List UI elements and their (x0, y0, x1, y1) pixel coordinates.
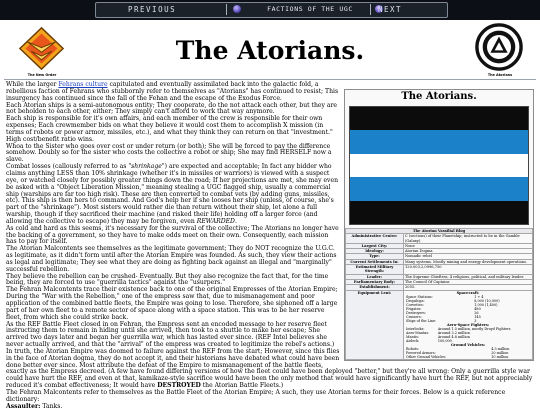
equip-value: 3 (474, 318, 477, 323)
equip-value: Around 1.5 million, mostly Droyd Fighters (437, 327, 511, 332)
header-divider (4, 79, 536, 80)
top-nav-bar (0, 0, 540, 20)
equip-key: Aero-Mantas: (406, 331, 430, 336)
nav-divider (226, 4, 227, 15)
infobox-key: Type: (346, 254, 404, 259)
equip-value: Around 3.2 million (437, 331, 470, 336)
text: the Atorian Battle Fleets.) (200, 382, 284, 390)
text: Combat losses (callously referred to as " (6, 163, 132, 171)
equipment-cell (404, 290, 533, 360)
equip-key: Powered Armors: (406, 351, 436, 356)
equip-value: 1 + 4 (474, 294, 484, 299)
flag-stripe (350, 201, 528, 224)
equip-key: Ships of the Line: (406, 318, 437, 323)
equip-key: Cruisers: (406, 314, 422, 319)
atorian-flag (349, 106, 529, 225)
equip-key: Interlocks: (406, 327, 425, 332)
page-title: The Atorians. (175, 36, 365, 65)
flag-stripe (350, 107, 528, 130)
equip-value: 145 (474, 314, 481, 319)
infobox-row (346, 234, 533, 244)
text: REWARDED (196, 217, 235, 225)
atorians-emblem-icon (475, 23, 523, 71)
paragraph: Each ship is responsible for it's own affairs, and each member of the crew is responsible for their own expenses; Each crewmember bids on what they believe it would cost them to accomplish X mission (in terms of robots or power armor, missiles, etc.), and what they think they can return on that "investment." High cost/benefit ratio wins. (6, 115, 333, 143)
text: In truth, the Atorian Empire was doomed to failure against the REF from the start; However, since this flies in the face of Atorian dogma, they do not accept it, and their historians have debated what could have been done better ever since. Most attribute the defeat of the Empire to mismanagement of the battle fleets, exactly as the Empress decreed. (A few have found differing versions of how the fleet could have been deployed "better," but they're all wrong: Only a guerrilla style war could have hurt the REF, and even at that, kamikaze-style sacrifice would have been the only method that would have significantly have hurt the REF, but not appreciably reduced it's combat effectiveness; It would have (6, 347, 533, 390)
emblem-left-icon (233, 5, 241, 13)
aero-heading: Aero-Space Fighters: (446, 322, 490, 327)
left-logo-caption: The New Order (27, 73, 57, 77)
text: shrinkage (131, 163, 162, 171)
text: ") are expected and acceptable; In fact any bidder who claims anything LESS than 10% shrinkage (whether it's in missiles or warriors) is viewed with a suspect eye, or watched closely for possibly greater things down the road; If her projections are met, she may even be asked with a "Object Liberation Mission," meaning stealing a UGC flagged ship, usually a commercial ship (warships are far too high risk). These are then converted to combat vets (by adding guns, missiles, etc). This ship is then hers to command. And God's help her if she looses her ship (unless, of course, she's part of the "shrinkage"). Most sisters would rather die than return without their ship, let alone a full warship, though if they sacrificed their machine (and risked their life) holding off a larger force (and allowing the collective to escape) they may be forgiven, even (6, 163, 339, 225)
infobox-value: The Supreme Chieftess, 4 religious, political, and military leader. (404, 274, 533, 279)
infobox (344, 89, 534, 361)
equip-value: Around 4.8 million (437, 335, 470, 340)
paragraph: As the REF Battle Fleet closed in on Fehran, the Empress sent an encoded message to her reserve fleet instructing them to remain in hiding until she arrived, then took to a shuttle to make her escape; She arrived two days later and began her guerrilla war, which has lasted ever since. (REF Intel believes she never actually arrived, and that the "arrival" of the empress was created to legitimize the rebel's actions.) (6, 320, 335, 349)
paragraph (6, 404, 534, 411)
infobox-row (346, 259, 533, 264)
paragraph: The Fehran Malcontents refer to themselves as the Battle Fleet of the Atorian Empire; A such, they use Atorian terms for their forces. Below is a quick reference dictionary: (6, 388, 506, 403)
infobox-key: Parliamentary Body: (346, 279, 404, 284)
spacecraft-table (405, 295, 531, 323)
infobox-key: Establishment: (346, 285, 404, 290)
equip-key: Corvettes: (406, 302, 424, 307)
flag-stripe (350, 154, 528, 177)
previous-button[interactable]: PREVIOUS (128, 5, 177, 14)
spacecraft-heading: Spacecraft: (456, 290, 480, 295)
infobox-title: The Atorians. (401, 91, 477, 102)
infobox-value: Nomadic rebel (404, 254, 533, 259)
infobox-key: Current Settlements In: (346, 259, 404, 264)
infobox-key: Equipment Lent: (346, 290, 404, 360)
equip-value: 20 million (491, 351, 509, 356)
paragraph: Whoa to the Sister who goes over cost or under return (or both); She will be forced to pay the difference somehow. Doubly so for the sister who costs the collective a robot or ship; She may find HERSELF now a slave. (6, 142, 332, 164)
text: Tanks. (40, 402, 63, 410)
infobox-table (345, 228, 533, 360)
flag-stripe (350, 130, 528, 153)
new-order-logo-icon (18, 25, 65, 72)
infobox-value: C (sections) of their Planetship; instructed to be in the Gamble (Galaxy). (404, 234, 533, 244)
infobox-header: The Atorian Vassilial Blog (346, 229, 533, 234)
infobox-value: Atorian Dogma (404, 249, 533, 254)
paragraph: The Fehran Malcontents trace their existence back to one of the original Empresses of the Atorian Empire; During the "War with the Rebellion," one of the empress saw that, due to mismanagement and poor application of the combined battle fleets, the Empire was going to lose. Therefore, she siphoned off a large part of her own fleet to a remote sector of space along with a space station. This was to be her reserve fleet, from which she could strike back. (6, 286, 338, 321)
article-body (6, 81, 534, 410)
infobox-row (346, 290, 533, 360)
infobox-value: 120,003,2,0996,750 (404, 265, 533, 275)
equip-value: 26 (474, 310, 479, 315)
infobox-value: 2055. (404, 285, 533, 290)
right-logo-caption: The Atorians (487, 73, 513, 77)
equip-key: Robots: (406, 347, 420, 352)
paragraph: Each Atorian ships is a semi-autonomous entity; They cooperate, do the not attack each other, but they are not beholden to each other, either; They simply can't afford to work that way anymore. (6, 101, 338, 116)
equip-value: 100,000 (437, 339, 452, 344)
nav-divider (370, 4, 371, 15)
text: DESTROYED (157, 382, 201, 390)
flag-stripe (350, 177, 528, 200)
infobox-value: The Council Of Captains (404, 279, 533, 284)
paragraph: They believe the rebellion can be crushed- Eventually. But they also recognize the fact that, for the time being, they are forced to use "guerrilla tactics" against the "usurpers." (6, 272, 329, 287)
paragraph: As cold and hard as this seems, it's necessary for the survival of the collective; The Atorians no longer have the backing of a government, so they have to make odds meet on their own. Consequently, each mission has to pay for itself. (6, 224, 339, 246)
equip-key: Mantis: (406, 335, 420, 340)
text: . (234, 217, 237, 225)
infobox-key: Largest City: (346, 243, 404, 248)
equip-key: Airleck: (406, 339, 420, 344)
nav-title: FACTIONS OF THE UGC (267, 5, 353, 13)
fehrans-culture-link[interactable]: Fehrans culture (58, 81, 108, 88)
equip-value: 10 million (491, 355, 509, 360)
infobox-key: Leader: (346, 274, 404, 279)
equip-value: 1,000 (1,400) (474, 302, 498, 307)
next-button[interactable]: NEXT (378, 5, 403, 14)
infobox-value: Many systems. Mostly mining and energy development operations. (404, 259, 533, 264)
equip-key: Destroyers: (406, 310, 426, 315)
ground-table (405, 347, 531, 359)
infobox-key: Estimated Military Strength: (346, 265, 404, 275)
equip-key: Frigates: (406, 306, 422, 311)
infobox-key: Administrative Center: (346, 234, 404, 244)
infobox-row (346, 265, 533, 275)
equip-value: 4.5 million (491, 347, 510, 352)
equip-value: 480 (474, 306, 481, 311)
equip-value: 8,000 (10,000) (474, 298, 500, 303)
ground-heading: Ground Vehicles: (450, 343, 486, 348)
text: capitulated and eventually assimilated back into the galactic fold, a rebellious faction of Fehrans who stubbornly refer to themselves as "Atorians" has continued to resist; This insurgency has continued since the fall of the Fehan and the escape of the Exodus Force. (6, 81, 339, 102)
equip-key: Space Stations: (406, 294, 433, 299)
infobox-row (346, 274, 533, 279)
paragraph: The Atorian Malcontents see themselves as the legitimate government; They do NOT recognize the U.G.C. as legitimate, as it didn't form until after the Atorian Empire was founded. As such, they view their actions as legal and legitimate; They see what they are doing as fighting back against an illegal and "marginally" successful rebellion. (6, 245, 337, 273)
aero-table (405, 327, 531, 343)
equip-key: Dropships: (406, 298, 425, 303)
infobox-value: None (404, 243, 533, 248)
text: While the larger (6, 81, 59, 88)
equip-key: Other Ground Vehicles: (406, 355, 447, 360)
text: Assaulter: (6, 402, 41, 410)
infobox-key: Ideology: (346, 249, 404, 254)
